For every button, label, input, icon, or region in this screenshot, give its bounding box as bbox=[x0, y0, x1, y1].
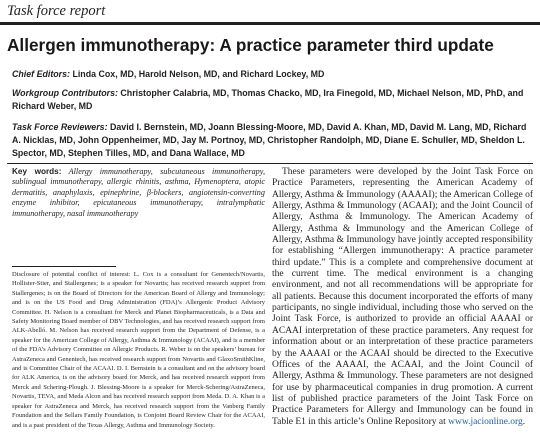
body-text-end: . bbox=[522, 416, 526, 427]
section-label: Task force report bbox=[7, 3, 106, 19]
chief-editors-names: Linda Cox, MD, Harold Nelson, MD, and Richard Lockey, MD bbox=[72, 69, 325, 79]
keywords-block bbox=[12, 167, 265, 219]
footnote-rule bbox=[12, 266, 116, 267]
workgroup-contributors bbox=[12, 87, 532, 113]
chief-editors-role: Chief Editors: bbox=[12, 69, 70, 79]
disclosure-footnote: Disclosure of potential conflict of interest: L. Cox is a consultant for Genentech/Novartis, Hollister-Stier, and Stallergenes; is a speaker for Novartis; has received research support from Stallergenes; is on the Board of Directors for the American Board of Allergy and Immunology; and is on the US Food and Drug Administration (FDA)’s Allergenic Product Advisory Committee. H. Nelson is a consultant for Merck and Planet Biopharmaceuticals, is a Data and Safety Monitoring Board member of DBV Technologies, and has received research support from ALK-Abelló. M. Nelson has received research support from the Department of Defense, is a speaker for the American College of Allergy, Asthma & Immunology (ACAAI), and is a member of the FDA’s Advisory Committee on Allergic Products. R. Weber is on the speakers’ bureau for AstraZeneca and Genentech, has received research support from Novartis and GlaxoSmithKline, and is Committee Chair of the ACAAI. D. I. Bernstein is a consultant and on the advisory board for ALK America, is on the advisory board for Merck, and has received research support from Merck and Schering-Plough. J. Blessing-Moore is a speaker for Merck-Schering/AstraZeneca, Novartis, TEVA, and Meda Alcon and has received research support from Meda. D. A. Khan is a speaker for AstraZeneca and Merck, has received research support from the Vanberg Family Foundation and the Sellars Family Foundation, is Conjoint Board Review Chair for the ACAAI, and is a past president of the Texas Allergy, Asthma and Immunology Society. bbox=[12, 271, 265, 429]
task-force-reviewers bbox=[12, 121, 532, 160]
header-rule bbox=[0, 22, 540, 25]
body-text: These parameters were developed by the Joint Task Force on Practice Parameters, representing the American Academy of Allergy, Asthma & Immunology (AAAAI); the American College of Allergy, Asthma & Immunology (ACAAI); and the Joint Council of Allergy, Asthma & Immunology. The American Academy of Allergy, Asthma & Immunology and the American College of Allergy, Asthma & Immunology have jointly accepted responsibility for establishing “Allergen immunotherapy: A practice parameter third update.” This is a complete and comprehensive document at the current time. The medical environment is a changing environment, and not all recommendations will be appropriate for all patients. Because this document incorporated the efforts of many participants, no single individual, including those who served on the Joint Task Force, is authorized to provide an official AAAAI or ACAAI interpretation of these practice parameters. Any request for information about or an interpretation of these practice parameters by the AAAAI or the ACAAI should be directed to the Executive Offices of the AAAAI, the ACAAI, and the Joint Council of Allergy, Asthma & Immunology. These parameters are not designed for use by pharmaceutical companies in drug promotion. A current list of published practice parameters of the Joint Task Force on Practice Parameters for Allergy and Immunology can be found in Table E1 in this article’s Online Repository at bbox=[272, 167, 533, 427]
body-paragraph bbox=[272, 167, 533, 428]
keywords-text: Allergy immunotherapy, subcutaneous immunotherapy, sublingual immunotherapy, allergic rhinitis, asthma, Hymenoptera, atopic dermatitis, anaphylaxis, epinephrine, β-blockers, angiotensin-converting enzyme inhibitor, epicutaneous immunotherapy, intralymphatic immunotherapy, nasal immunotherapy bbox=[12, 167, 266, 218]
reviewers-role: Task Force Reviewers: bbox=[12, 122, 108, 132]
credits-rule bbox=[7, 163, 533, 164]
contributors-names: Christopher Calabria, MD, Thomas Chacko, MD, Ira Finegold, MD, Michael Nelson, MD, PhD, and Richard Weber, MD bbox=[12, 88, 524, 111]
keywords-label: Key words: bbox=[12, 167, 62, 176]
chief-editors bbox=[12, 68, 532, 81]
reviewers-names: David I. Bernstein, MD, Joann Blessing-Moore, MD, David A. Khan, MD, David M. Lang, MD, Richard A. Nicklas, MD, John Oppenheimer, MD, Jay M. Portnoy, MD, Christopher Randolph, MD, Diane E. Schuller, MD, Sheldon L. Spector, MD, Stephen Tilles, MD, and Dana Wallace, MD bbox=[12, 122, 527, 158]
article-title: Allergen immunotherapy: A practice parameter third update bbox=[7, 35, 494, 55]
contributors-role: Workgroup Contributors: bbox=[12, 88, 118, 98]
jacionline-link[interactable]: www.jacionline.org bbox=[448, 416, 523, 427]
